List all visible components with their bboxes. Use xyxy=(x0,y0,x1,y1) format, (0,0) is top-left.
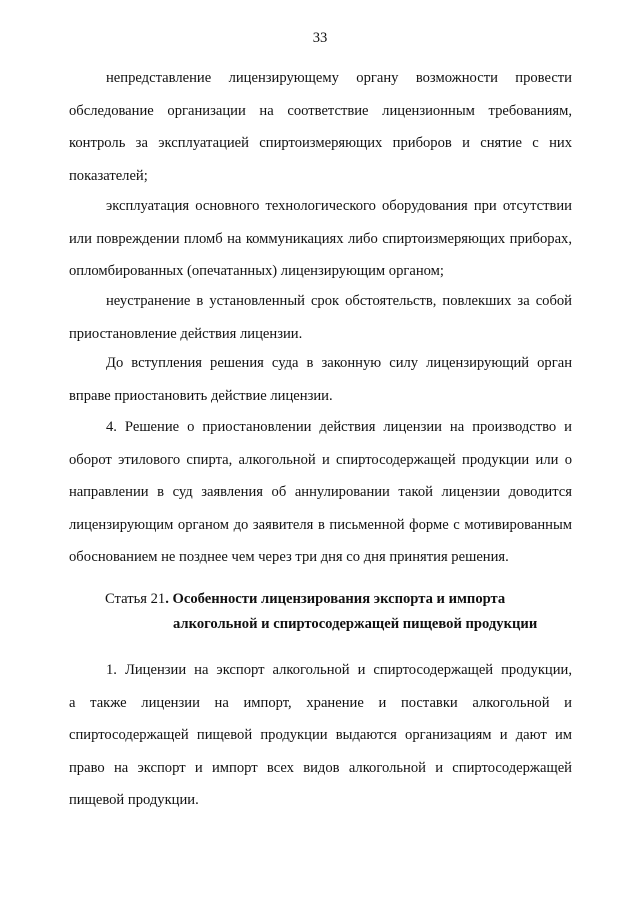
article-title-part-1: . Особенности лицензирования экспорта и импорта xyxy=(165,591,506,607)
article-heading xyxy=(69,591,572,641)
paragraph-line: пищевой продукции. xyxy=(69,792,199,808)
paragraph-line: или повреждении пломб на коммуникациях либо спиртоизмеряющих приборах, xyxy=(69,230,572,247)
paragraph-line: обследование организации на соответствие лицензионным требованиям, xyxy=(69,102,572,119)
paragraph-line: направлении в суд заявления об аннулировании такой лицензии доводится xyxy=(69,484,572,500)
paragraph-line: обоснованием не позднее чем через три дня со дня принятия решения. xyxy=(69,549,509,565)
paragraph-line: вправе приостановить действие лицензии. xyxy=(69,387,333,404)
paragraph-line: лицензирующим органом до заявителя в письменной форме с мотивированным xyxy=(69,516,572,533)
paragraph-line: опломбированных (опечатанных) лицензирующим органом; xyxy=(69,263,444,279)
paragraph-equipment xyxy=(69,190,572,288)
article-title-part-2: алкогольной и спиртосодержащей пищевой продукции xyxy=(173,616,538,632)
paragraph-line: а также лицензии на импорт, хранение и поставки алкогольной и xyxy=(69,694,572,711)
paragraph-line: контроль за эксплуатацией спиртоизмеряющих приборов и снятие с них xyxy=(69,135,572,151)
paragraph-line: право на экспорт и импорт всех видов алкогольной и спиртосодержащей xyxy=(69,759,572,776)
paragraph-line: показателей; xyxy=(69,167,148,184)
paragraph-line: эксплуатация основного технологического оборудования при отсутствии xyxy=(106,198,572,214)
paragraph-article-item-1 xyxy=(69,654,572,817)
paragraph-line: непредставление лицензирующему органу возможности провести xyxy=(106,70,572,86)
paragraph-line: До вступления решения суда в законную силу лицензирующий орган xyxy=(106,355,572,371)
paragraph-item-4 xyxy=(69,411,572,574)
paragraph-line: неустранение в установленный срок обстоятельств, повлекших за собой xyxy=(106,293,572,309)
paragraph-line: оборот этилового спирта, алкогольной и спиртосодержащей продукции или о xyxy=(69,451,572,468)
paragraph-non-elimination xyxy=(69,285,572,350)
paragraph-line: 1. Лицензии на экспорт алкогольной и спиртосодержащей продукции, xyxy=(106,662,572,678)
page-number: 33 xyxy=(312,30,328,46)
article-label: Статья 21 xyxy=(105,591,166,607)
paragraph-court-decision xyxy=(69,347,572,412)
article-heading-line-1 xyxy=(105,591,505,608)
paragraph-non-presentation xyxy=(69,62,572,192)
paragraph-line: спиртосодержащей пищевой продукции выдаются организациям и дают им xyxy=(69,727,572,743)
paragraph-line: 4. Решение о приостановлении действия лицензии на производство и xyxy=(106,419,572,435)
paragraph-line: приостановление действия лицензии. xyxy=(69,325,303,342)
